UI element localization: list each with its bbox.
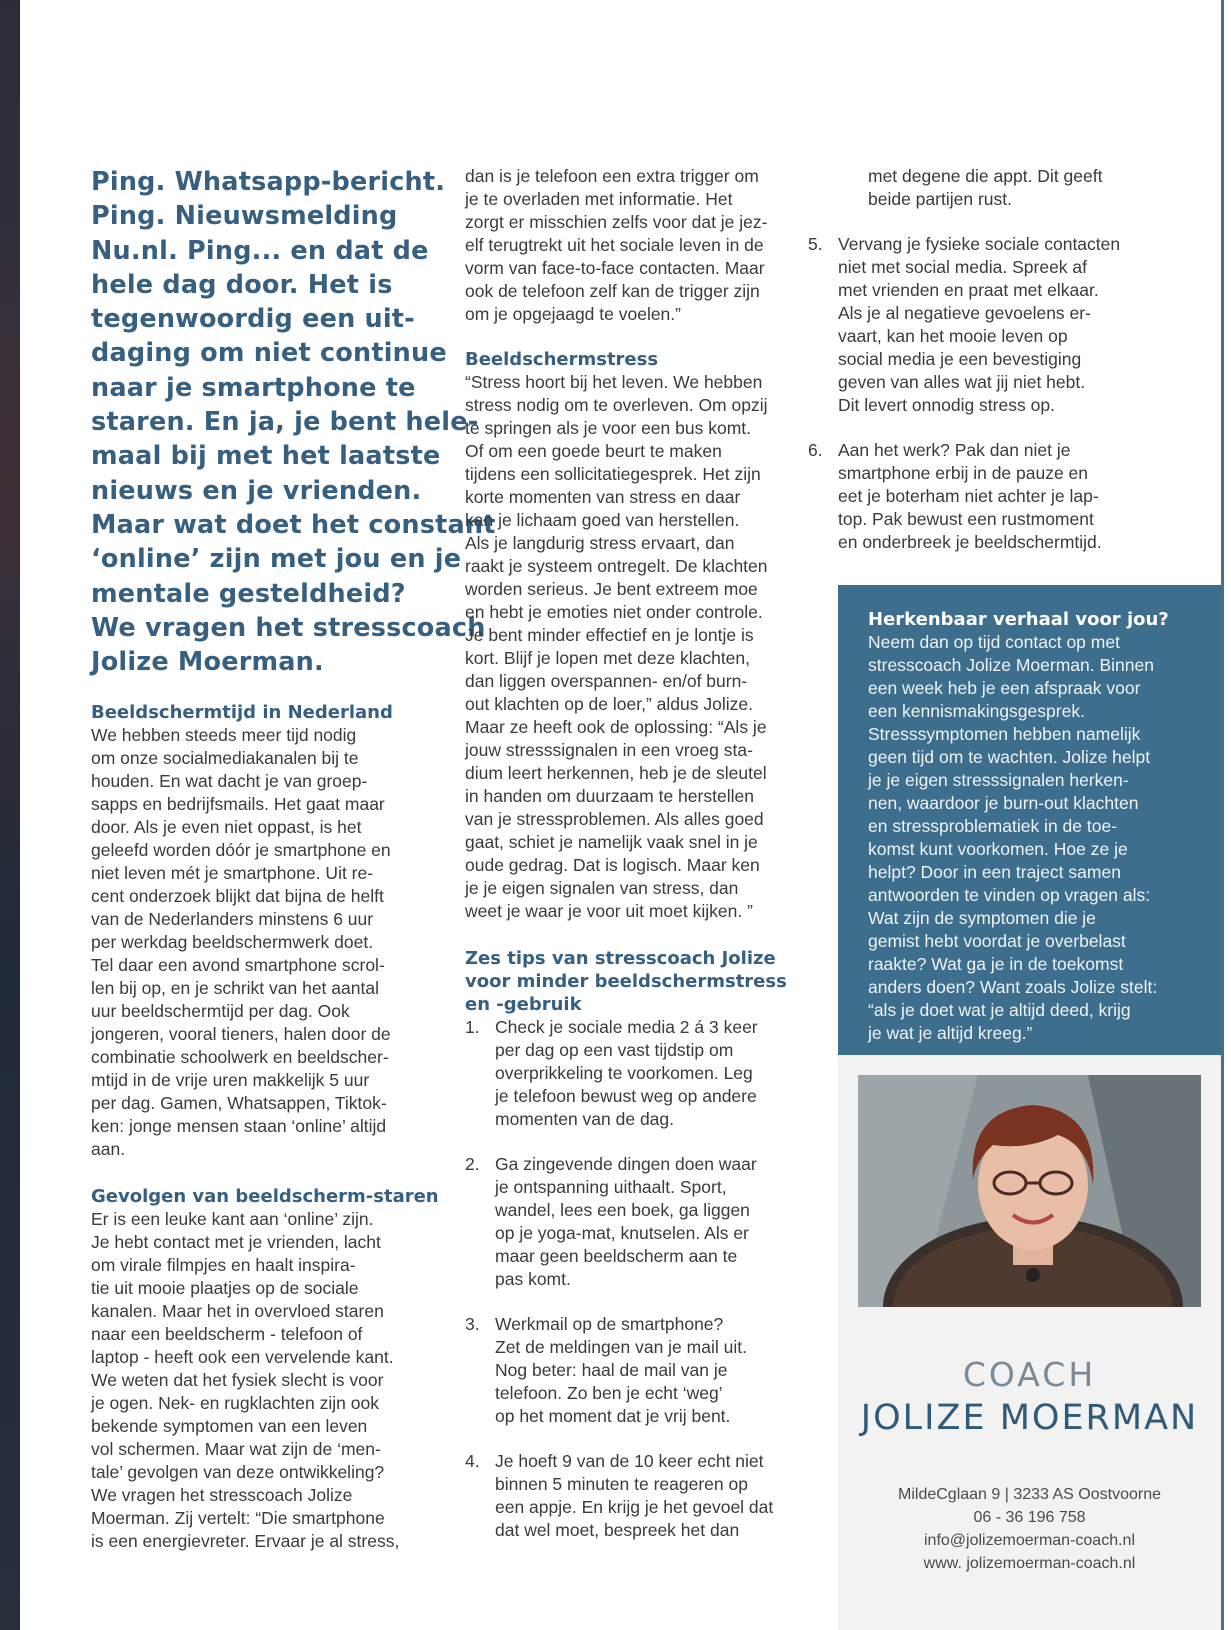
text-line: is een energievreter. Ervaar je al stress, xyxy=(91,1531,400,1552)
text-line: om onze socialmediakanalen bij te xyxy=(91,748,359,769)
tip-number: 1. xyxy=(465,1017,480,1037)
text-line: per dag. Gamen, Whatsappen, Tiktok- xyxy=(91,1093,387,1114)
text-line: naar een beeldscherm - telefoon of xyxy=(91,1324,363,1345)
text-line: sapps en bedrijfsmails. Het gaat maar xyxy=(91,794,385,815)
text-line: om virale filmpjes en haalt inspira- xyxy=(91,1255,356,1276)
lead-line: hele dag door. Het is xyxy=(91,269,393,300)
text-line: komst kunt voorkomen. Hoe ze je xyxy=(868,839,1128,859)
lead-line: Jolize Moerman. xyxy=(91,647,324,678)
tip-line: op je yoga-mat, knutselen. Als er xyxy=(495,1223,749,1243)
text-line: combinatie schoolwerk en beeldscher- xyxy=(91,1047,389,1068)
text-line: anders doen? Want zoals Jolize stelt: xyxy=(868,977,1158,997)
tip-line: geven van alles wat jij niet hebt. xyxy=(838,372,1086,392)
text-line: nen, waardoor je burn-out klachten xyxy=(868,793,1139,813)
text-line: dan is je telefoon een extra trigger om xyxy=(465,166,759,186)
text-line: niet leven mét je smartphone. Uit re- xyxy=(91,863,374,884)
info-box-text xyxy=(868,608,1203,1045)
text-line: elf terugtrekt uit het sociale leven in de xyxy=(465,235,764,255)
text-line: tale’ gevolgen van deze ontwikkeling? xyxy=(91,1462,385,1483)
text-line: dan liggen overspannen- en/of burn- xyxy=(465,671,748,691)
coach-logo xyxy=(858,1355,1201,1438)
lead-line: We vragen het stresscoach xyxy=(91,612,486,643)
text-line: je wat je altijd kreeg.” xyxy=(868,1023,1033,1043)
tips-list-a xyxy=(465,1016,805,1542)
text-line: beide partijen rust. xyxy=(868,189,1012,209)
tip-line: een appje. En krijg je het gevoel dat xyxy=(495,1497,774,1517)
lead-line: naar je smartphone te xyxy=(91,372,416,403)
text-line: jouw stresssignalen in een vroeg sta- xyxy=(465,740,753,760)
portrait-photo xyxy=(858,1075,1201,1307)
text-line: om je opgejaagd te voelen.” xyxy=(465,304,681,324)
tip-line: momenten van de dag. xyxy=(495,1109,675,1129)
text-line: Maar ze heeft ook de oplossing: “Als je xyxy=(465,717,767,737)
text-line: raakte? Wat ga je in de toekomst xyxy=(868,954,1124,974)
text-line: van je stressproblemen. Als alles goed xyxy=(465,809,764,829)
text-line: en hebt je emoties niet onder controle. xyxy=(465,602,763,622)
heading-gevolgen: Gevolgen van beeldscherm-staren xyxy=(91,1186,439,1208)
heading-zes-tips xyxy=(465,947,805,1016)
tip-number: 5. xyxy=(808,234,823,254)
tip-line: Werkmail op de smartphone? xyxy=(495,1314,724,1334)
text-line: We weten dat het fysiek slecht is voor xyxy=(91,1370,384,1391)
text-line: laptop - heeft ook een vervelende kant. xyxy=(91,1347,394,1368)
text-line: raakt je systeem ontregelt. De klachten xyxy=(465,556,768,576)
text-line: van de Nederlanders minstens 6 uur xyxy=(91,909,374,930)
tip-line: Check je sociale media 2 á 3 keer xyxy=(495,1017,758,1037)
text-line: Je hebt contact met je vrienden, lacht xyxy=(91,1232,381,1253)
tip-line: je telefoon bewust weg op andere xyxy=(495,1086,757,1106)
text-line: Moerman. Zij vertelt: “Die smartphone xyxy=(91,1508,385,1529)
text-line: Wat zijn de symptomen die je xyxy=(868,908,1096,928)
logo-name: JOLIZE MOERMAN xyxy=(860,1398,1199,1438)
heading-beeldschermstress: Beeldschermstress xyxy=(465,349,659,370)
text-line: Je bent minder effectief en je lontje is xyxy=(465,625,754,645)
text-line: en stressproblematiek in de toe- xyxy=(868,816,1118,836)
text-line: bekende symptomen van een leven xyxy=(91,1416,368,1437)
tip-line: op het moment dat je vrij bent. xyxy=(495,1406,731,1426)
lead-line: tegenwoordig een uit- xyxy=(91,304,415,335)
info-box-paragraph xyxy=(868,631,1203,1045)
right-edge-rule xyxy=(1221,0,1224,1630)
paragraph-gevolgen xyxy=(91,1208,441,1553)
text-line: kanalen. Maar het in overvloed staren xyxy=(91,1301,384,1322)
text-line: antwoorden te vinden op vragen als: xyxy=(868,885,1151,905)
info-box-heading: Herkenbaar verhaal voor jou? xyxy=(868,609,1169,630)
tip-line: Nog beter: haal de mail van je xyxy=(495,1360,728,1380)
contact-phone: 06 - 36 196 758 xyxy=(973,1509,1086,1526)
tip-line: wandel, lees een boek, ga liggen xyxy=(495,1200,750,1220)
text-line: zorgt er misschien zelfs voor dat je jez- xyxy=(465,212,768,232)
tip-line: eet je boterham niet achter je lap- xyxy=(838,486,1099,506)
tip-item xyxy=(465,1313,805,1428)
lead-line: Nu.nl. Ping... en dat de xyxy=(91,235,429,266)
text-line: door. Als je even niet oppast, is het xyxy=(91,817,362,838)
tip-line: met vrienden en praat met elkaar. xyxy=(838,280,1099,300)
text-line: helpt? Door in een traject samen xyxy=(868,862,1121,882)
tip-line: smartphone erbij in de pauze en xyxy=(838,463,1089,483)
tip-line: Als je al negatieve gevoelens er- xyxy=(838,303,1091,323)
lead-line: Maar wat doet het constant xyxy=(91,509,496,540)
tip-item xyxy=(465,1450,805,1542)
lead-line: ‘online’ zijn met jou en je xyxy=(91,544,462,575)
text-line: aan. xyxy=(91,1139,126,1160)
text-line: kort. Blijf je lopen met deze klachten, xyxy=(465,648,751,668)
text-line: met degene die appt. Dit geeft xyxy=(868,166,1103,186)
text-line: houden. En wat dacht je van groep- xyxy=(91,771,368,792)
tip-line: vaart, kan het mooie leven op xyxy=(838,326,1068,346)
text-line: Als je langdurig stress ervaart, dan xyxy=(465,533,735,553)
tip-line: niet met social media. Spreek af xyxy=(838,257,1088,277)
tip-line: per dag op een vast tijdstip om xyxy=(495,1040,734,1060)
heading-zes-tips-line: en -gebruik xyxy=(465,994,582,1015)
contact-website[interactable]: www. jolizemoerman-coach.nl xyxy=(923,1555,1136,1572)
text-line: weet je waar je voor uit moet kijken. ” xyxy=(465,901,753,921)
text-line: We vragen het stresscoach Jolize xyxy=(91,1485,353,1506)
text-line: uur beeldschermtijd per dag. Ook xyxy=(91,1001,350,1022)
lead-line: daging om niet continue xyxy=(91,338,447,369)
lead-line: Ping. Nieuwsmelding xyxy=(91,201,398,232)
text-line: je ogen. Nek- en rugklachten zijn ook xyxy=(91,1393,379,1414)
text-line: per werkdag beeldschermwerk doet. xyxy=(91,932,374,953)
text-line: vol schermen. Maar wat zijn de ‘men- xyxy=(91,1439,381,1460)
text-line: kan je lichaam goed van herstellen. xyxy=(465,510,740,530)
left-edge-photo-strip xyxy=(0,0,20,1630)
tip-line: dat wel moet, bespreek het dan xyxy=(495,1520,740,1540)
tip-line: Aan het werk? Pak dan niet je xyxy=(838,440,1071,460)
tip-line: pas komt. xyxy=(495,1269,571,1289)
tip-line: top. Pak bewust een rustmoment xyxy=(838,509,1094,529)
text-line: korte momenten van stress en daar xyxy=(465,487,741,507)
tip-item xyxy=(465,1016,805,1131)
tip-line: social media je een bevestiging xyxy=(838,349,1082,369)
contact-email[interactable]: info@jolizemoerman-coach.nl xyxy=(924,1532,1135,1549)
text-line: een week heb je een afspraak voor xyxy=(868,678,1141,698)
text-line: in handen om duurzaam te herstellen xyxy=(465,786,754,806)
text-line: ken: jonge mensen staan ‘online’ altijd xyxy=(91,1116,387,1137)
column-2 xyxy=(465,165,805,1564)
paragraph-gevolgen-continued xyxy=(465,165,805,326)
text-line: jongeren, vooral tieners, halen door de xyxy=(91,1024,391,1045)
tip-line: maar geen beeldscherm aan te xyxy=(495,1246,738,1266)
tip-line: en onderbreek je beeldschermtijd. xyxy=(838,532,1102,552)
tip-line: Je hoeft 9 van de 10 keer echt niet xyxy=(495,1451,764,1471)
paragraph-beeldschermstress xyxy=(465,371,805,923)
tip-number: 2. xyxy=(465,1154,480,1174)
tip-line: binnen 5 minuten te reageren op xyxy=(495,1474,748,1494)
text-line: tie uit mooie plaatjes op de sociale xyxy=(91,1278,359,1299)
tip-item xyxy=(808,233,1203,417)
heading-zes-tips-line: Zes tips van stresscoach Jolize xyxy=(465,948,776,969)
text-line: oude gedrag. Dat is logisch. Maar ken xyxy=(465,855,760,875)
text-line: gemist hebt voordat je overbelast xyxy=(868,931,1126,951)
tip-line: Dit levert onnodig stress op. xyxy=(838,395,1055,415)
text-line: stresscoach Jolize Moerman. Binnen xyxy=(868,655,1154,675)
tip-line: Vervang je fysieke sociale contacten xyxy=(838,234,1121,254)
text-line: je te overladen met informatie. Het xyxy=(465,189,733,209)
text-line: stress nodig om te overleven. Om opzij xyxy=(465,395,768,415)
tip-number: 6. xyxy=(808,440,823,460)
lead-line: Ping. Whatsapp-bericht. xyxy=(91,167,446,197)
tip-line: telefoon. Zo ben je echt ‘weg’ xyxy=(495,1383,723,1403)
text-line: “Stress hoort bij het leven. We hebben xyxy=(465,372,763,392)
text-line: Neem dan op tijd contact op met xyxy=(868,632,1120,652)
text-line: len bij op, en je schrikt van het aantal xyxy=(91,978,379,999)
lead-line: mentale gesteldheid? xyxy=(91,578,406,609)
text-line: ook de telefoon zelf kan de trigger zijn xyxy=(465,281,760,301)
tip-4-continued xyxy=(868,165,1203,211)
tip-number: 3. xyxy=(465,1314,480,1334)
text-line: dium leert herkennen, heb je de sleutel xyxy=(465,763,767,783)
text-line: geen tijd om te wachten. Jolize helpt xyxy=(868,747,1151,767)
contact-block xyxy=(858,1483,1201,1575)
text-line: tijdens een sollicitatiegesprek. Het zijn xyxy=(465,464,761,484)
text-line: geleefd worden dóór je smartphone en xyxy=(91,840,391,861)
lead-line: nieuws en je vrienden. xyxy=(91,475,422,506)
tip-item xyxy=(808,439,1203,554)
text-line: cent onderzoek blijkt dat bijna de helft xyxy=(91,886,384,907)
text-line: worden serieus. Je bent extreem moe xyxy=(465,579,758,599)
tip-item xyxy=(465,1153,805,1291)
logo-coach-word: COACH xyxy=(962,1355,1097,1394)
tip-number: 4. xyxy=(465,1451,480,1471)
lead-line: staren. En ja, je bent hele- xyxy=(91,407,479,438)
text-line: “als je doet wat je altijd deed, krijg xyxy=(868,1000,1131,1020)
contact-address: MildeCglaan 9 | 3233 AS Oostvoorne xyxy=(898,1486,1161,1503)
column-1 xyxy=(91,165,496,1577)
text-line: Of om een goede beurt te maken xyxy=(465,441,722,461)
text-line: mtijd in de vrije uren makkelijk 5 uur xyxy=(91,1070,370,1091)
text-line: te springen als je voor een bus komt. xyxy=(465,418,751,438)
tip-line: overprikkeling te voorkomen. Leg xyxy=(495,1063,753,1083)
tip-line: je ontspanning uithaalt. Sport, xyxy=(495,1177,727,1197)
text-line: een kennismakingsgesprek. xyxy=(868,701,1085,721)
text-line: We hebben steeds meer tijd nodig xyxy=(91,725,357,746)
paragraph-beeldschermtijd xyxy=(91,724,441,1161)
tips-list-b xyxy=(808,233,1203,554)
text-line: je je eigen stresssignalen herken- xyxy=(868,770,1129,790)
lead-line: maal bij met het laatste xyxy=(91,441,441,472)
text-line: Stresssymptomen hebben namelijk xyxy=(868,724,1141,744)
heading-beeldschermtijd: Beeldschermtijd in Nederland xyxy=(91,702,393,724)
tip-line: Zet de meldingen van je mail uit. xyxy=(495,1337,747,1357)
portrait-illustration xyxy=(858,1075,1201,1307)
text-line: vorm van face-to-face contacten. Maar xyxy=(465,258,765,278)
text-line: out klachten op de loer,” aldus Jolize. xyxy=(465,694,753,714)
text-line: je je eigen signalen van stress, dan xyxy=(465,878,739,898)
text-line: Tel daar een avond smartphone scrol- xyxy=(91,955,385,976)
lead-paragraph xyxy=(91,165,496,679)
tip-line: Ga zingevende dingen doen waar xyxy=(495,1154,757,1174)
heading-zes-tips-line: voor minder beeldschermstress xyxy=(465,971,787,992)
text-line: gaat, schiet je namelijk vaak snel in je xyxy=(465,832,758,852)
column-3 xyxy=(808,165,1203,576)
text-line: Er is een leuke kant aan ‘online’ zijn. xyxy=(91,1209,374,1230)
